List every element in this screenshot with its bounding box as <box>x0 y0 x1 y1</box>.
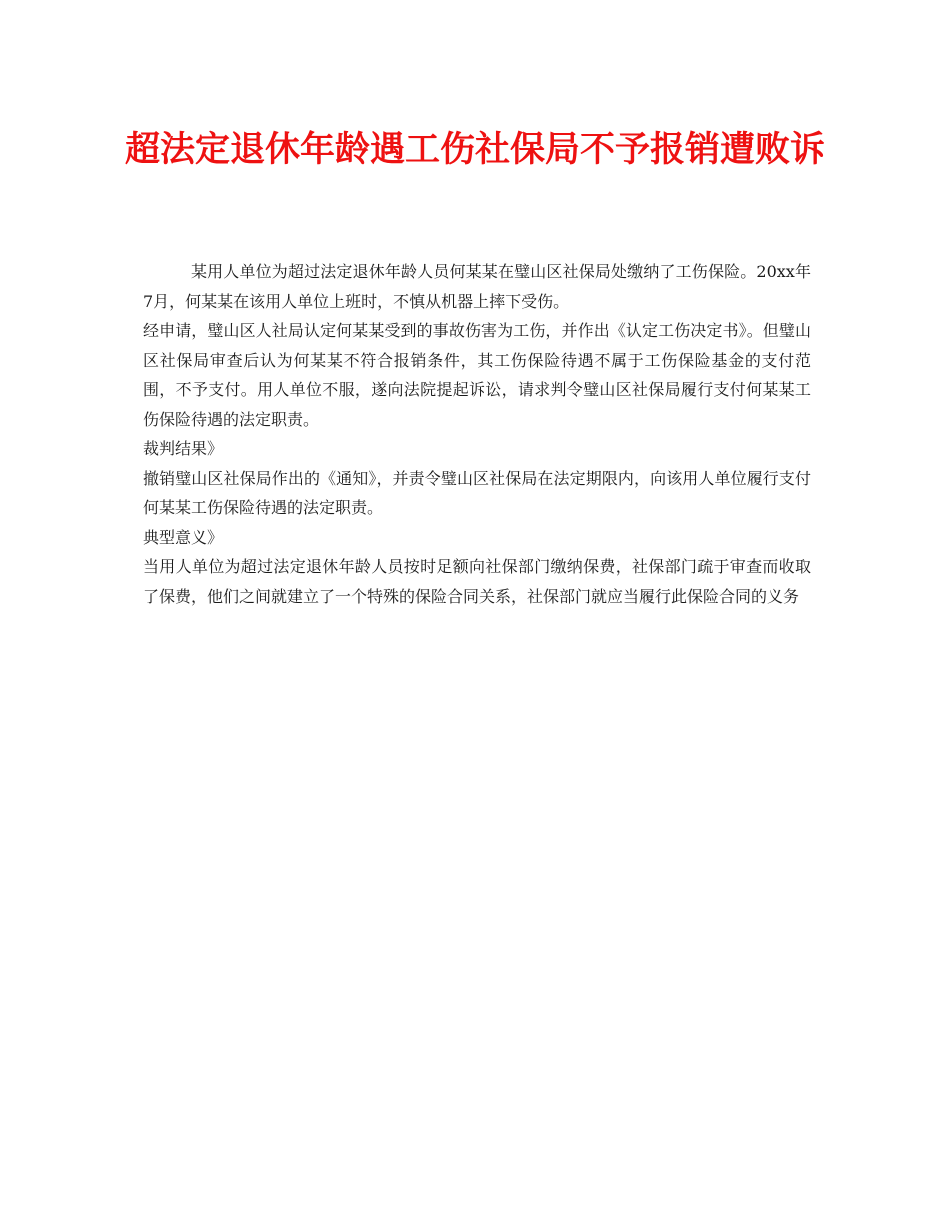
section-heading-significance: 典型意义》 <box>143 527 224 547</box>
paragraph-significance: 当用人单位为超过法定退休年龄人员按时足额向社保部门缴纳保费，社保部门疏于审查而收取了保费，他们之间就建立了一个特殊的保险合同关系，社保部门就应当履行此保险合同的义务 <box>143 557 811 606</box>
paragraph-judgment: 撤销璧山区社保局作出的《通知》，并责令璧山区社保局在法定期限内，向该用人单位履行支付何某某工伤保险待遇的法定职责。 <box>143 468 811 517</box>
paragraph-intro: 某用人单位为超过法定退休年龄人员何某某在璧山区社保局处缴纳了工伤保险。20xx年7月，何某某在该用人单位上班时，不慎从机器上摔下受伤。 <box>143 262 811 311</box>
document-body <box>143 257 811 611</box>
paragraph-case: 经申请，璧山区人社局认定何某某受到的事故伤害为工伤，并作出《认定工伤决定书》。但璧山区社保局审查后认为何某某不符合报销条件，其工伤保险待遇不属于工伤保险基金的支付范围，不予支付。用人单位不服，遂向法院提起诉讼，请求判令璧山区社保局履行支付何某某工伤保险待遇的法定职责。 <box>143 321 811 429</box>
section-heading-judgment: 裁判结果》 <box>143 439 224 458</box>
document-title: 超法定退休年龄遇工伤社保局不予报销遭败诉 <box>124 129 825 170</box>
